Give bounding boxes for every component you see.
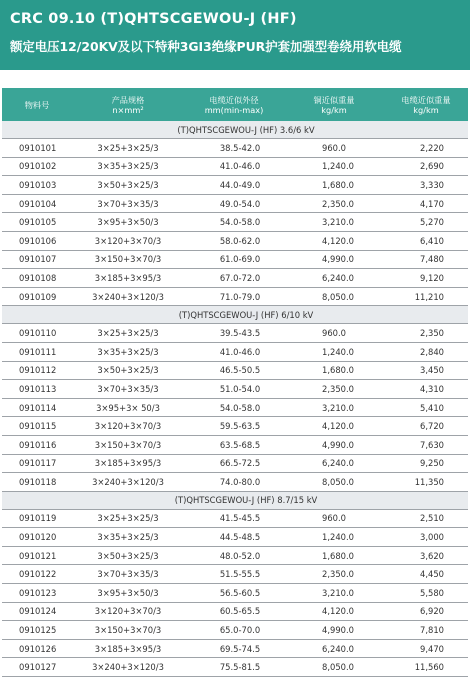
material-no-cell: 0910120: [2, 528, 72, 547]
copper-weight-cell: 1,240.0: [284, 157, 384, 176]
copper-weight-cell: 6,240.0: [284, 269, 384, 288]
outer-diameter-cell: 54.0-58.0: [184, 398, 284, 417]
table-row: [2, 361, 468, 380]
table-row: [2, 324, 468, 343]
spec-cell: 3×120+3×70/3: [72, 231, 184, 250]
outer-diameter-cell: 60.5-65.5: [184, 602, 284, 621]
material-no-cell: 0910119: [2, 509, 72, 528]
spec-cell: 3×150+3×70/3: [72, 621, 184, 640]
copper-weight-cell: 6,240.0: [284, 639, 384, 658]
outer-diameter-cell: 44.5-48.5: [184, 528, 284, 547]
table-row: [2, 435, 468, 454]
cable-weight-cell: 2,350: [384, 324, 468, 343]
spec-cell: 3×35+3×25/3: [72, 528, 184, 547]
material-no-cell: 0910109: [2, 287, 72, 306]
section-label: (T)QHTSCGEWOU-J (HF) 3.6/6 kV: [177, 124, 315, 135]
table-body: [2, 121, 468, 677]
table-row: [2, 194, 468, 213]
outer-diameter-cell: 41.5-45.5: [184, 509, 284, 528]
page-subtitle: 额定电压12/20KV及以下特种3GI3绝缘PUR护套加强型卷绕用软电缆: [10, 39, 402, 54]
cable-weight-cell: 2,220: [384, 139, 468, 158]
table-row: [2, 139, 468, 158]
outer-diameter-cell: 41.0-46.0: [184, 342, 284, 361]
material-no-cell: 0910121: [2, 546, 72, 565]
header-cable-weight: 电缆近似重量 kg/km: [384, 88, 468, 121]
cable-weight-cell: 3,620: [384, 546, 468, 565]
spec-cell: 3×95+3× 50/3: [72, 398, 184, 417]
outer-diameter-cell: 65.0-70.0: [184, 621, 284, 640]
table-row: [2, 287, 468, 306]
spec-cell: 3×185+3×95/3: [72, 269, 184, 288]
material-no-cell: 0910116: [2, 435, 72, 454]
table-row: [2, 584, 468, 603]
outer-diameter-cell: 59.5-63.5: [184, 417, 284, 436]
section-header-row: [2, 491, 468, 509]
spec-cell: 3×185+3×95/3: [72, 639, 184, 658]
cable-weight-cell: 9,470: [384, 639, 468, 658]
outer-diameter-cell: 49.0-54.0: [184, 194, 284, 213]
cable-weight-cell: 4,450: [384, 565, 468, 584]
spec-cell: 3×70+3×35/3: [72, 380, 184, 399]
cable-weight-cell: 2,690: [384, 157, 468, 176]
spec-cell: 3×150+3×70/3: [72, 435, 184, 454]
copper-weight-cell: 4,990.0: [284, 621, 384, 640]
table-row: [2, 398, 468, 417]
outer-diameter-cell: 39.5-43.5: [184, 324, 284, 343]
table-row: [2, 213, 468, 232]
copper-weight-cell: 2,350.0: [284, 194, 384, 213]
material-no-cell: 0910127: [2, 658, 72, 677]
page-title: CRC 09.10 (T)QHTSCGEWOU-J (HF): [10, 11, 297, 27]
outer-diameter-cell: 41.0-46.0: [184, 157, 284, 176]
outer-diameter-cell: 48.0-52.0: [184, 546, 284, 565]
copper-weight-cell: 1,240.0: [284, 528, 384, 547]
table-row: [2, 176, 468, 195]
outer-diameter-cell: 71.0-79.0: [184, 287, 284, 306]
table-row: [2, 231, 468, 250]
cable-weight-cell: 11,210: [384, 287, 468, 306]
spec-cell: 3×120+3×70/3: [72, 417, 184, 436]
cable-weight-cell: 5,580: [384, 584, 468, 603]
table-header: [2, 88, 468, 121]
material-no-cell: 0910123: [2, 584, 72, 603]
cable-weight-cell: 7,480: [384, 250, 468, 269]
cable-weight-cell: 6,920: [384, 602, 468, 621]
spec-cell: 3×50+3×25/3: [72, 361, 184, 380]
cable-weight-cell: 4,310: [384, 380, 468, 399]
outer-diameter-cell: 58.0-62.0: [184, 231, 284, 250]
spec-cell: 3×25+3×25/3: [72, 139, 184, 158]
table-row: [2, 602, 468, 621]
spec-cell: 3×240+3×120/3: [72, 287, 184, 306]
copper-weight-cell: 4,120.0: [284, 602, 384, 621]
outer-diameter-cell: 63.5-68.5: [184, 435, 284, 454]
spec-cell: 3×25+3×25/3: [72, 324, 184, 343]
outer-diameter-cell: 44.0-49.0: [184, 176, 284, 195]
spec-table: [2, 88, 468, 677]
copper-weight-cell: 4,990.0: [284, 250, 384, 269]
cable-weight-cell: 11,560: [384, 658, 468, 677]
copper-weight-cell: 1,680.0: [284, 361, 384, 380]
material-no-cell: 0910108: [2, 269, 72, 288]
spec-cell: 3×50+3×25/3: [72, 546, 184, 565]
copper-weight-cell: 4,990.0: [284, 435, 384, 454]
cable-weight-cell: 2,840: [384, 342, 468, 361]
copper-weight-cell: 2,350.0: [284, 380, 384, 399]
material-no-cell: 0910105: [2, 213, 72, 232]
cable-weight-cell: 5,270: [384, 213, 468, 232]
material-no-cell: 0910124: [2, 602, 72, 621]
table-row: [2, 473, 468, 492]
cable-weight-cell: 11,350: [384, 473, 468, 492]
material-no-cell: 0910106: [2, 231, 72, 250]
copper-weight-cell: 1,240.0: [284, 342, 384, 361]
table-row: [2, 269, 468, 288]
spec-cell: 3×25+3×25/3: [72, 509, 184, 528]
header-material-no: 物料号: [2, 88, 72, 121]
header-banner: [0, 0, 470, 70]
cable-weight-cell: 4,170: [384, 194, 468, 213]
table-row: [2, 157, 468, 176]
outer-diameter-cell: 51.0-54.0: [184, 380, 284, 399]
cable-weight-cell: 3,330: [384, 176, 468, 195]
table-row: [2, 621, 468, 640]
material-no-cell: 0910110: [2, 324, 72, 343]
spec-cell: 3×70+3×35/3: [72, 565, 184, 584]
header-copper-weight: 铜近似重量 kg/km: [284, 88, 384, 121]
section-label: (T)QHTSCGEWOU-J (HF) 6/10 kV: [178, 309, 314, 320]
material-no-cell: 0910125: [2, 621, 72, 640]
outer-diameter-cell: 75.5-81.5: [184, 658, 284, 677]
copper-weight-cell: 4,120.0: [284, 417, 384, 436]
section-label: (T)QHTSCGEWOU-J (HF) 8.7/15 kV: [174, 495, 318, 506]
table-row: [2, 380, 468, 399]
outer-diameter-cell: 38.5-42.0: [184, 139, 284, 158]
cable-weight-cell: 3,000: [384, 528, 468, 547]
material-no-cell: 0910122: [2, 565, 72, 584]
spec-cell: 3×35+3×25/3: [72, 157, 184, 176]
section-label-cell: [2, 121, 468, 139]
material-no-cell: 0910114: [2, 398, 72, 417]
cable-weight-cell: 5,410: [384, 398, 468, 417]
spec-cell: 3×120+3×70/3: [72, 602, 184, 621]
copper-weight-cell: 8,050.0: [284, 658, 384, 677]
material-no-cell: 0910113: [2, 380, 72, 399]
table-row: [2, 528, 468, 547]
material-no-cell: 0910126: [2, 639, 72, 658]
section-header-row: [2, 121, 468, 139]
material-no-cell: 0910112: [2, 361, 72, 380]
spec-cell: 3×240+3×120/3: [72, 658, 184, 677]
outer-diameter-cell: 46.5-50.5: [184, 361, 284, 380]
material-no-cell: 0910101: [2, 139, 72, 158]
spec-cell: 3×95+3×50/3: [72, 213, 184, 232]
copper-weight-cell: 960.0: [284, 139, 384, 158]
copper-weight-cell: 4,120.0: [284, 231, 384, 250]
copper-weight-cell: 1,680.0: [284, 546, 384, 565]
table-row: [2, 639, 468, 658]
outer-diameter-cell: 54.0-58.0: [184, 213, 284, 232]
outer-diameter-cell: 66.5-72.5: [184, 454, 284, 473]
material-no-cell: 0910115: [2, 417, 72, 436]
header-outer-diameter: 电缆近似外径 mm(min-max): [184, 88, 284, 121]
spec-cell: 3×240+3×120/3: [72, 473, 184, 492]
outer-diameter-cell: 61.0-69.0: [184, 250, 284, 269]
copper-weight-cell: 3,210.0: [284, 398, 384, 417]
material-no-cell: 0910111: [2, 342, 72, 361]
table-row: [2, 658, 468, 677]
cable-weight-cell: 2,510: [384, 509, 468, 528]
cable-weight-cell: 9,120: [384, 269, 468, 288]
spec-cell: 3×95+3×50/3: [72, 584, 184, 603]
outer-diameter-cell: 51.5-55.5: [184, 565, 284, 584]
cable-weight-cell: 7,810: [384, 621, 468, 640]
copper-weight-cell: 2,350.0: [284, 565, 384, 584]
material-no-cell: 0910103: [2, 176, 72, 195]
spec-cell: 3×150+3×70/3: [72, 250, 184, 269]
copper-weight-cell: 1,680.0: [284, 176, 384, 195]
cable-weight-cell: 9,250: [384, 454, 468, 473]
table-row: [2, 546, 468, 565]
copper-weight-cell: 3,210.0: [284, 584, 384, 603]
spec-cell: 3×50+3×25/3: [72, 176, 184, 195]
outer-diameter-cell: 56.5-60.5: [184, 584, 284, 603]
copper-weight-cell: 8,050.0: [284, 287, 384, 306]
section-header-row: [2, 306, 468, 324]
header-spec: 产品规格 n×mm²: [72, 88, 184, 121]
spec-cell: 3×35+3×25/3: [72, 342, 184, 361]
copper-weight-cell: 960.0: [284, 509, 384, 528]
cable-weight-cell: 6,410: [384, 231, 468, 250]
outer-diameter-cell: 67.0-72.0: [184, 269, 284, 288]
cable-weight-cell: 7,630: [384, 435, 468, 454]
table-row: [2, 509, 468, 528]
material-no-cell: 0910118: [2, 473, 72, 492]
spec-cell: 3×70+3×35/3: [72, 194, 184, 213]
copper-weight-cell: 3,210.0: [284, 213, 384, 232]
section-label-cell: [2, 306, 468, 324]
table-row: [2, 454, 468, 473]
cable-weight-cell: 3,450: [384, 361, 468, 380]
copper-weight-cell: 8,050.0: [284, 473, 384, 492]
copper-weight-cell: 960.0: [284, 324, 384, 343]
spec-cell: 3×185+3×95/3: [72, 454, 184, 473]
table-row: [2, 565, 468, 584]
section-label-cell: [2, 491, 468, 509]
table-row: [2, 342, 468, 361]
material-no-cell: 0910104: [2, 194, 72, 213]
material-no-cell: 0910102: [2, 157, 72, 176]
material-no-cell: 0910117: [2, 454, 72, 473]
table-row: [2, 417, 468, 436]
cable-weight-cell: 6,720: [384, 417, 468, 436]
outer-diameter-cell: 74.0-80.0: [184, 473, 284, 492]
material-no-cell: 0910107: [2, 250, 72, 269]
table-row: [2, 250, 468, 269]
outer-diameter-cell: 69.5-74.5: [184, 639, 284, 658]
copper-weight-cell: 6,240.0: [284, 454, 384, 473]
